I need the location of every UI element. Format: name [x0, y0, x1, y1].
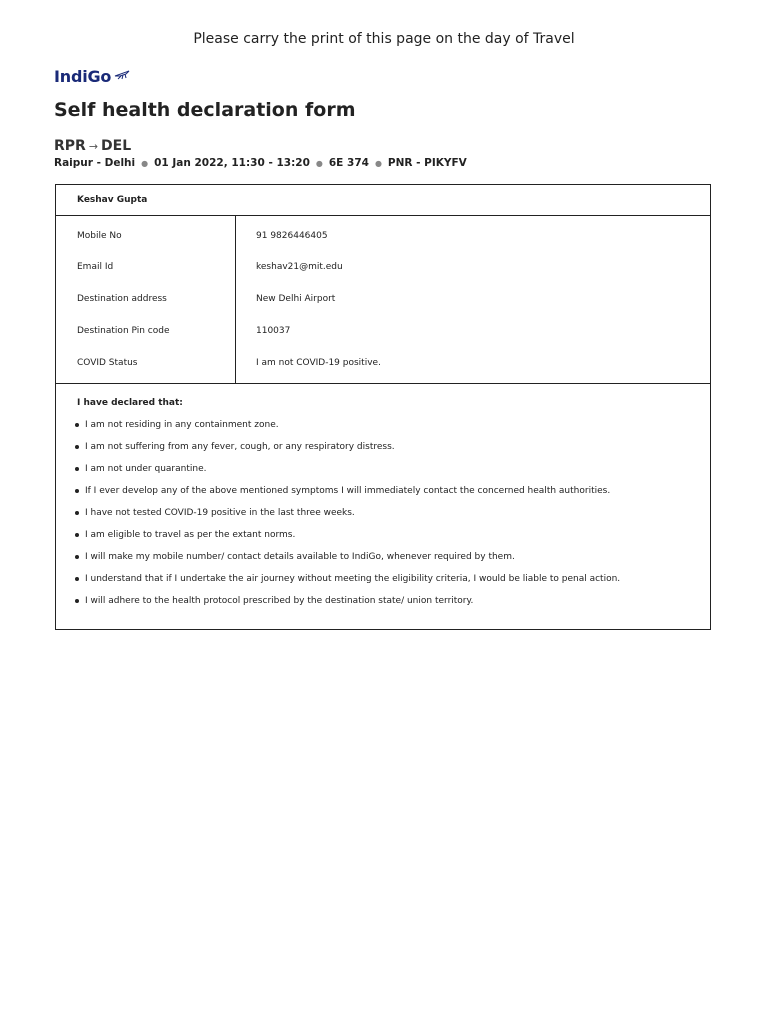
detail-value: 110037: [256, 326, 291, 336]
bullet-icon: [75, 467, 79, 471]
detail-value: I am not COVID-19 positive.: [256, 358, 381, 368]
bullet-icon: [75, 489, 79, 493]
list-item: [75, 546, 710, 568]
route-origin: RPR: [54, 138, 86, 154]
detail-row: [56, 259, 710, 275]
list-item: [75, 568, 710, 590]
list-item: [75, 458, 710, 480]
detail-label: COVID Status: [77, 358, 138, 368]
pnr: PNR - PIKYFV: [387, 157, 467, 169]
detail-value: 91 9826446405: [256, 231, 328, 241]
detail-label: Destination address: [77, 294, 167, 304]
bullet-icon: [75, 533, 79, 537]
route-destination: DEL: [101, 138, 132, 154]
declaration-text: I am eligible to travel as per the extant norms.: [85, 530, 296, 540]
list-item: [75, 502, 710, 524]
declaration-title: I have declared that:: [77, 398, 183, 408]
bullet-icon: [75, 423, 79, 427]
declaration-section: [56, 384, 710, 612]
detail-row: [56, 228, 710, 244]
declaration-list: [77, 414, 710, 612]
bullet-icon: [75, 577, 79, 581]
detail-row: [56, 355, 710, 371]
print-notice: Please carry the print of this page on the day of Travel: [193, 31, 575, 47]
arrow-right-icon: →: [88, 139, 99, 153]
details-table: [56, 216, 710, 384]
separator-dot-icon: ●: [141, 158, 149, 168]
detail-row: [56, 291, 710, 307]
declaration-text: I will adhere to the health protocol prescribed by the destination state/ union territory.: [85, 596, 474, 606]
logo-text: IndiGo: [54, 66, 112, 86]
trip-datetime: 01 Jan 2022, 11:30 - 13:20: [154, 157, 310, 169]
detail-value: keshav21@mit.edu: [256, 262, 343, 272]
page-title: Self health declaration form: [54, 99, 356, 121]
detail-label: Destination Pin code: [77, 326, 170, 336]
detail-row: [56, 323, 710, 339]
declaration-text: I will make my mobile number/ contact details available to IndiGo, whenever required by them.: [85, 552, 515, 562]
list-item: [75, 480, 710, 502]
detail-label: Email Id: [77, 262, 114, 272]
separator-dot-icon: ●: [374, 158, 382, 168]
declaration-text: If I ever develop any of the above mentioned symptoms I will immediately contact the concerned health authorities.: [85, 486, 611, 496]
trip-cities: Raipur - Delhi: [54, 157, 136, 169]
list-item: [75, 436, 710, 458]
separator-dot-icon: ●: [315, 158, 323, 168]
flight-number: 6E 374: [328, 157, 369, 169]
route-heading: [54, 138, 131, 154]
bullet-icon: [75, 599, 79, 603]
bullet-icon: [75, 511, 79, 515]
declaration-text: I am not residing in any containment zone.: [85, 420, 279, 430]
list-item: [75, 524, 710, 546]
list-item: [75, 414, 710, 436]
declaration-text: I am not under quarantine.: [85, 464, 207, 474]
trip-summary: [54, 157, 467, 169]
declaration-text: I understand that if I undertake the air journey without meeting the eligibility criteria, I would be liable to penal action.: [85, 574, 621, 584]
declaration-text: I have not tested COVID-19 positive in the last three weeks.: [85, 508, 355, 518]
declaration-text: I am not suffering from any fever, cough, or any respiratory distress.: [85, 442, 395, 452]
plane-icon: [114, 66, 130, 85]
detail-value: New Delhi Airport: [256, 294, 336, 304]
bullet-icon: [75, 445, 79, 449]
detail-label: Mobile No: [77, 231, 122, 241]
indigo-logo: [54, 66, 130, 86]
list-item: [75, 590, 710, 612]
declaration-box: [55, 184, 711, 630]
bullet-icon: [75, 555, 79, 559]
passenger-name: Keshav Gupta: [56, 185, 710, 216]
